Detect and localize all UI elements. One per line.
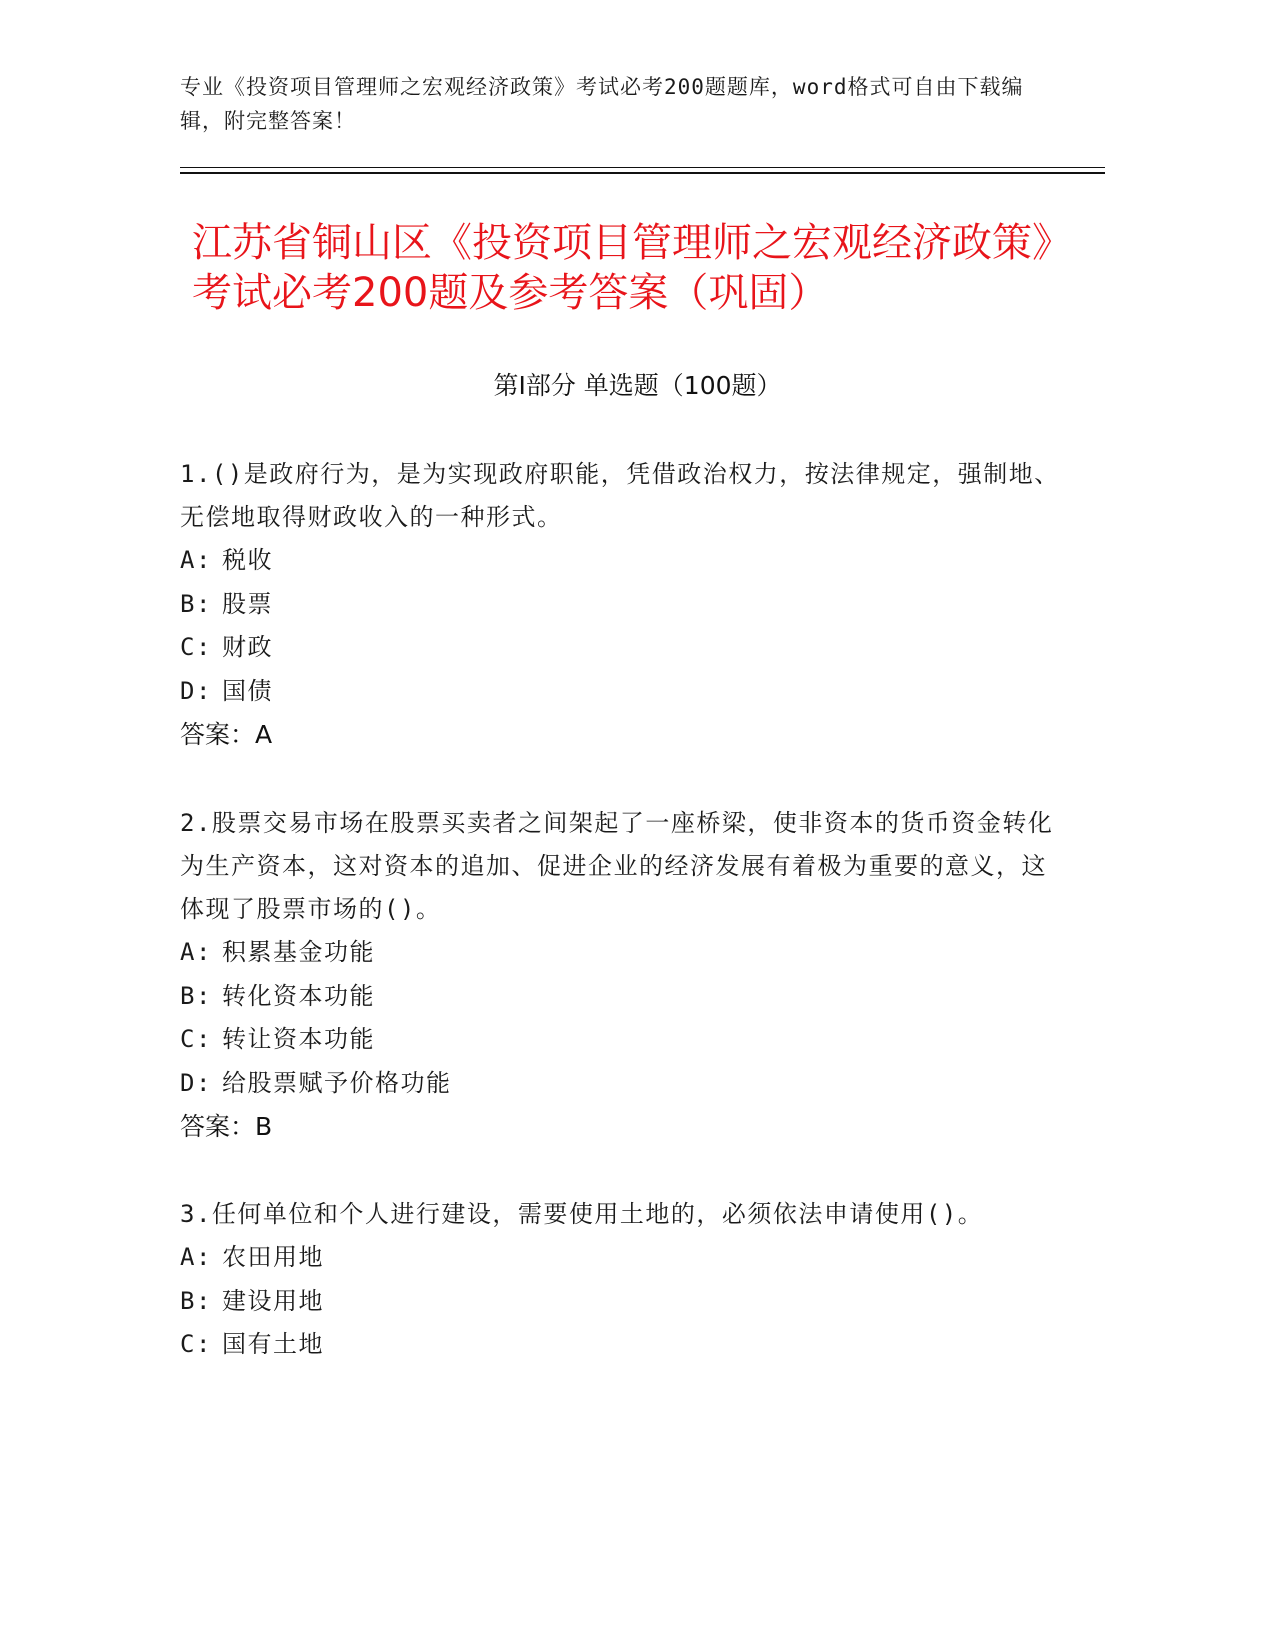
option-text: 股票 xyxy=(222,589,273,618)
question-text: 1.()是政府行为，是为实现政府职能，凭借政治权力，按法律规定，强制地、无偿地取得财政收入的一种形式。 xyxy=(180,460,1060,531)
option-c xyxy=(180,626,1060,670)
option-key: B: xyxy=(180,589,212,618)
option-text: 建设用地 xyxy=(222,1286,324,1315)
option-text: 转让资本功能 xyxy=(222,1025,375,1053)
question-1 xyxy=(180,453,1060,757)
option-b xyxy=(180,975,1060,1019)
question-text: 2.股票交易市场在股票买卖者之间架起了一座桥梁，使非资本的货币资金转化为生产资本，这对资本的追加、促进企业的经济发展有着极为重要的意义，这体现了股票市场的()。 xyxy=(180,809,1054,923)
option-text: 积累基金功能 xyxy=(222,938,375,966)
option-a xyxy=(180,1236,1060,1280)
option-a xyxy=(180,931,1060,975)
option-d xyxy=(180,1062,1060,1106)
question-3 xyxy=(180,1193,1060,1367)
option-text: 转化资本功能 xyxy=(222,981,375,1010)
header-rule-thin xyxy=(180,167,1105,168)
answer: 答案：A xyxy=(180,720,273,749)
option-key: C: xyxy=(180,1025,212,1053)
option-key: A: xyxy=(180,938,212,966)
option-key: C: xyxy=(180,1330,212,1358)
section-heading: 第I部分 单选题（100题） xyxy=(493,371,782,400)
option-d xyxy=(180,670,1060,714)
option-b xyxy=(180,1280,1060,1324)
option-key: C: xyxy=(180,633,212,661)
option-c xyxy=(180,1323,1060,1367)
header-note: 专业《投资项目管理师之宏观经济政策》考试必考200题题库，word格式可自由下载编辑，附完整答案！ xyxy=(180,75,1024,133)
header-rule-thick xyxy=(180,172,1105,174)
option-text: 国有土地 xyxy=(222,1330,324,1358)
document-title: 江苏省铜山区《投资项目管理师之宏观经济政策》考试必考200题及参考答案（巩固） xyxy=(192,220,1072,316)
option-key: D: xyxy=(180,676,212,705)
option-key: D: xyxy=(180,1068,212,1097)
option-text: 农田用地 xyxy=(222,1243,324,1271)
answer: 答案：B xyxy=(180,1112,273,1141)
option-b xyxy=(180,583,1060,627)
option-c xyxy=(180,1018,1060,1062)
option-text: 给股票赋予价格功能 xyxy=(222,1068,452,1097)
option-a xyxy=(180,539,1060,583)
option-text: 国债 xyxy=(222,676,273,705)
option-key: B: xyxy=(180,1286,212,1315)
option-key: B: xyxy=(180,981,212,1010)
option-text: 财政 xyxy=(222,633,273,661)
question-2 xyxy=(180,802,1060,1149)
option-key: A: xyxy=(180,1243,212,1271)
option-key: A: xyxy=(180,546,212,574)
option-text: 税收 xyxy=(222,546,273,574)
question-text: 3.任何单位和个人进行建设，需要使用土地的，必须依法申请使用()。 xyxy=(180,1200,984,1228)
